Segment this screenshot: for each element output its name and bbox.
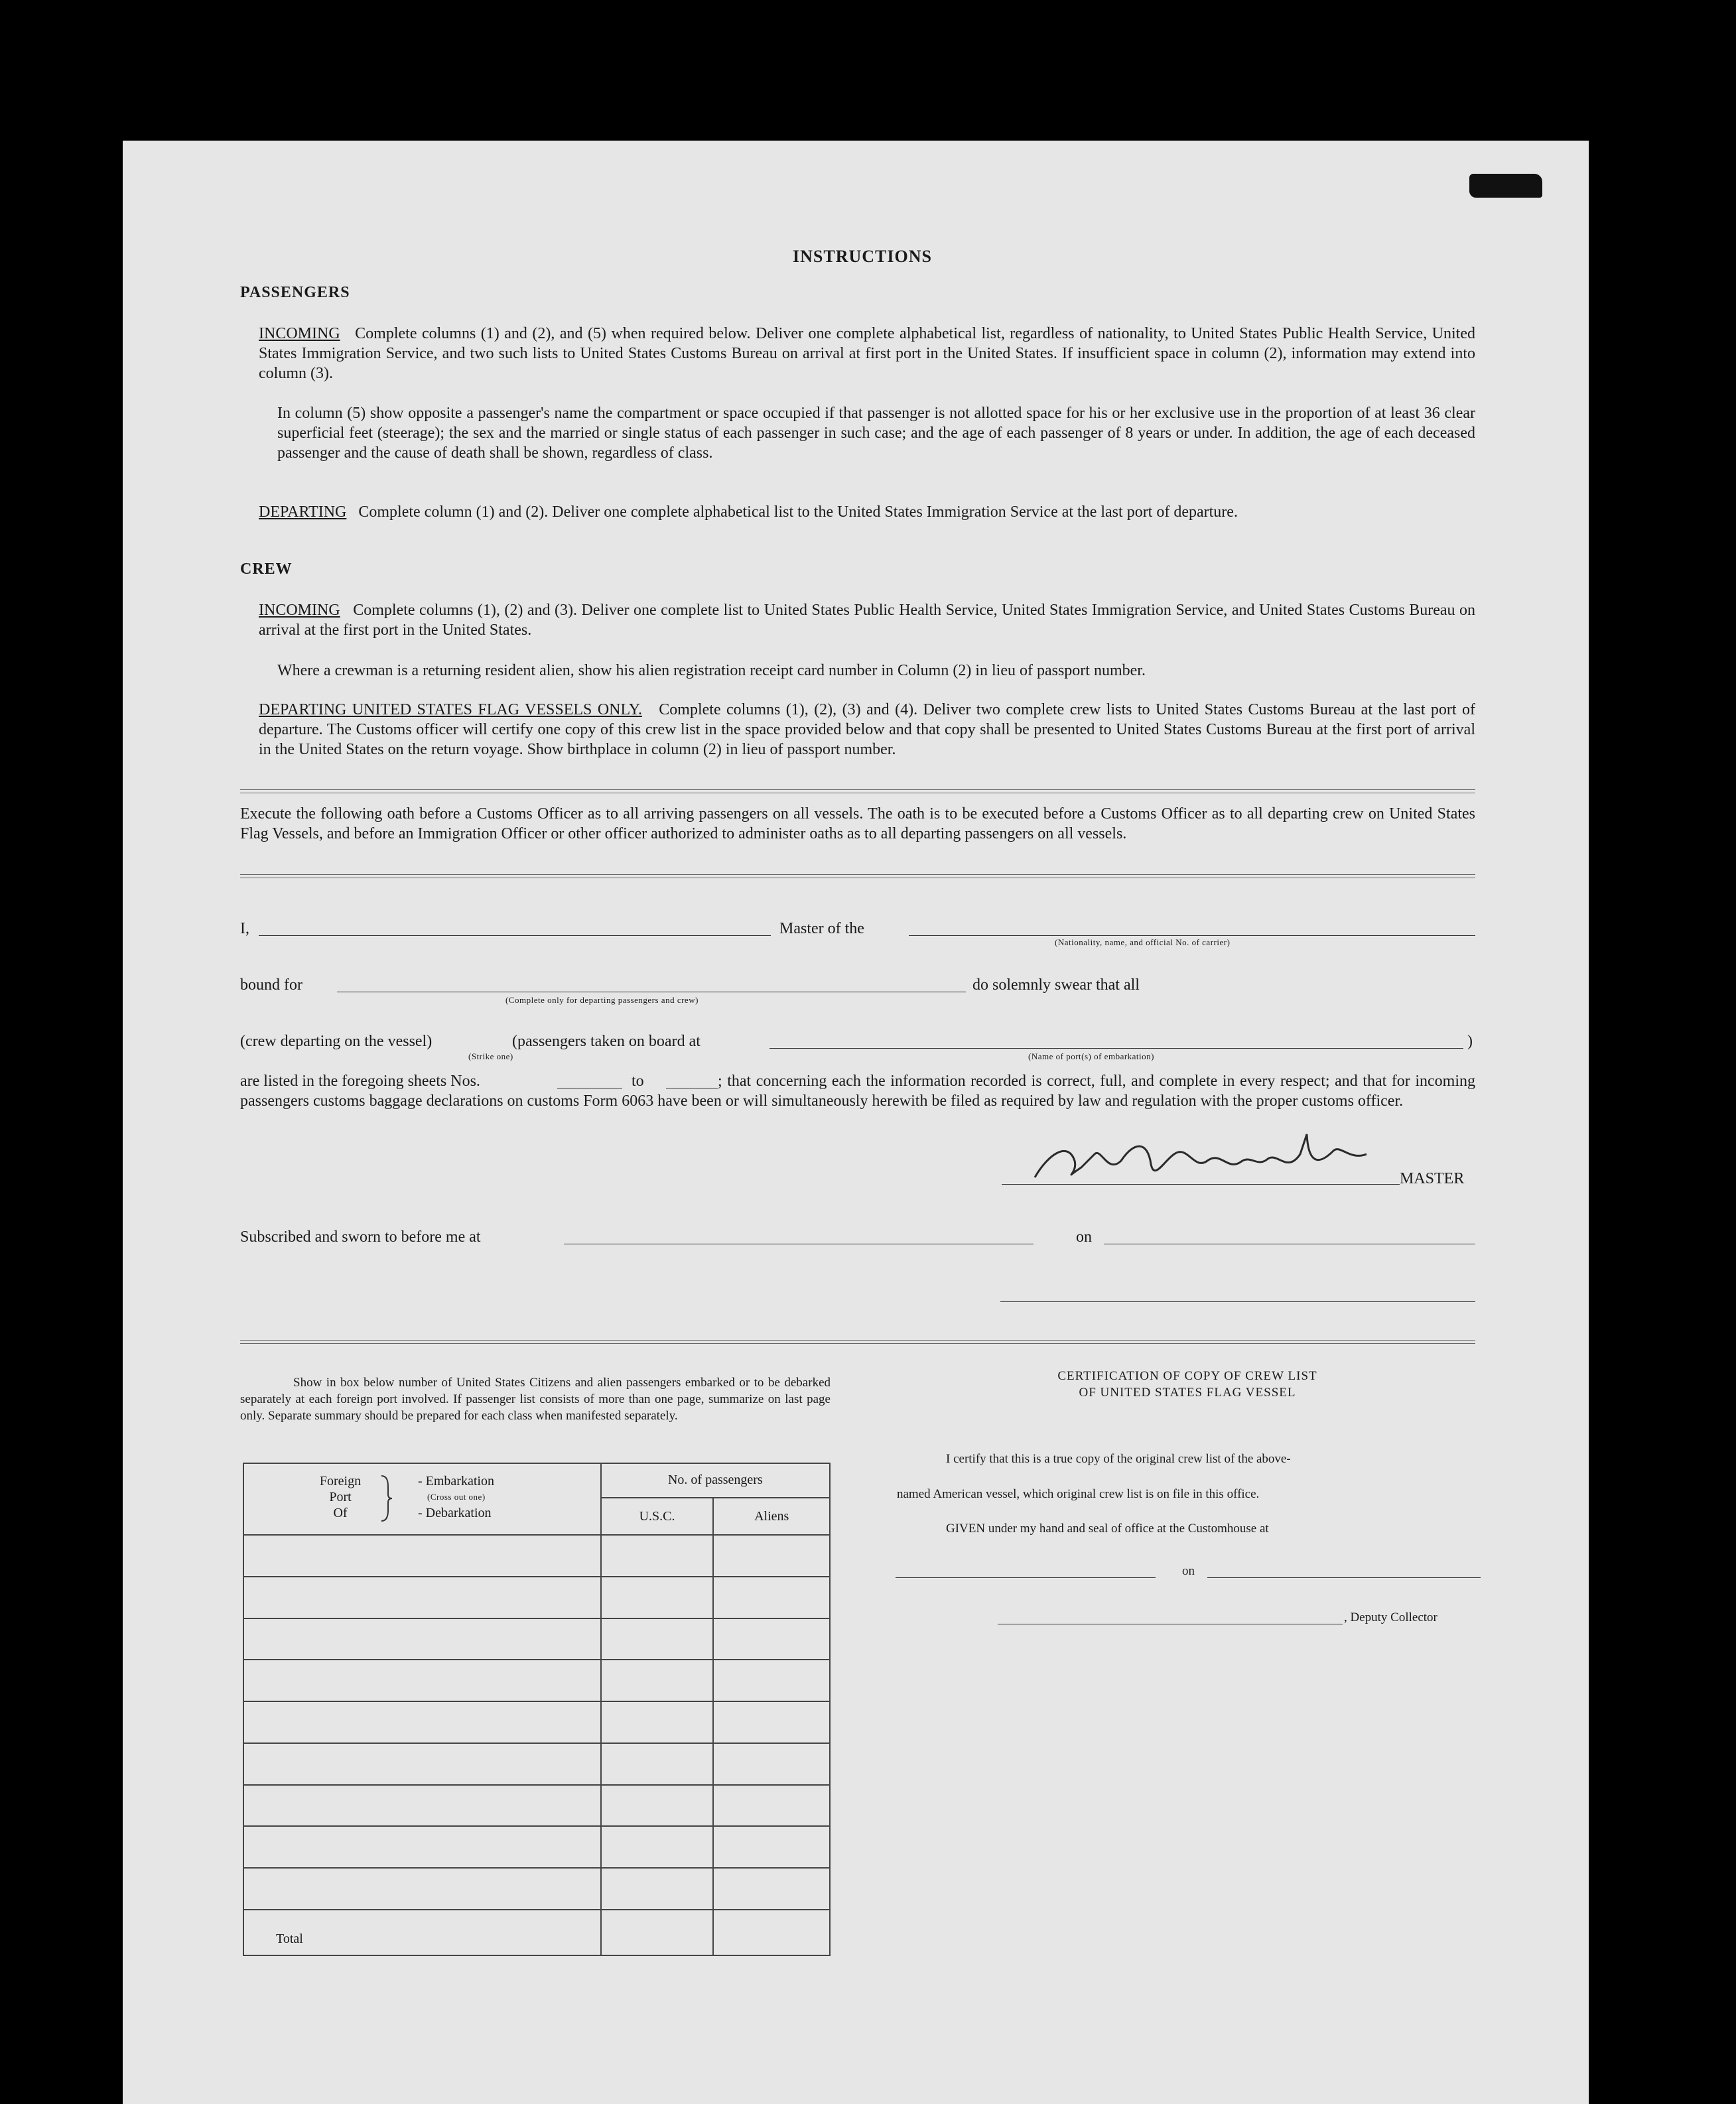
carrier-caption: (Nationality, name, and official No. of carrier) bbox=[1055, 937, 1231, 947]
certification-line1: I certify that this is a true copy of the original crew list of the above- bbox=[946, 1452, 1291, 1466]
sworn-on-label: on bbox=[1076, 1228, 1092, 1246]
customhouse-field[interactable] bbox=[896, 1577, 1156, 1578]
embarkation-label: - Embarkation bbox=[418, 1474, 494, 1488]
foreign-label: Foreign bbox=[319, 1474, 362, 1488]
port-label: Port bbox=[329, 1490, 352, 1504]
passengers-incoming-label: INCOMING bbox=[259, 325, 340, 342]
crew-heading: CREW bbox=[240, 560, 293, 578]
listed-rest: ; that concerning each the information recorded is correct, full, and complete in every respect; and that for incoming passengers customs baggage declarations on customs Form 6063 have been or will simultaneously herewith be filed as required by law and regulation with the proper customs officer. bbox=[240, 1073, 1475, 1110]
subscribed-label: Subscribed and sworn to before me at bbox=[240, 1228, 481, 1246]
crew-incoming-text: Complete columns (1), (2) and (3). Deliver one complete list to United States Public Health Service, United States Immigration Service, and United States Customs Bureau on arrival at the first port in the United States. bbox=[259, 602, 1476, 639]
passengers-taken-option: (passengers taken on board at bbox=[512, 1033, 701, 1050]
table-row bbox=[243, 1868, 830, 1910]
brace-icon bbox=[380, 1475, 393, 1522]
carrier-field[interactable] bbox=[909, 935, 1475, 936]
table-row bbox=[243, 1743, 830, 1785]
certification-line2: named American vessel, which original crew list is on file in this office. bbox=[897, 1487, 1260, 1501]
certification-line3: GIVEN under my hand and seal of office at the Customhouse at bbox=[946, 1522, 1269, 1536]
total-row bbox=[243, 1910, 830, 1955]
close-paren: ) bbox=[1467, 1033, 1473, 1050]
certification-title bbox=[929, 1368, 1446, 1401]
divider bbox=[240, 789, 1475, 793]
port-header-cell bbox=[243, 1463, 601, 1535]
ports-field[interactable] bbox=[769, 1048, 1463, 1049]
certification-title-line2: OF UNITED STATES FLAG VESSEL bbox=[1079, 1386, 1296, 1400]
passengers-incoming-paragraph bbox=[259, 324, 1475, 383]
swear-label: do solemnly swear that all bbox=[972, 976, 1140, 994]
table-row bbox=[243, 1577, 830, 1618]
usc-header: U.S.C. bbox=[601, 1498, 714, 1535]
passengers-departing-label: DEPARTING bbox=[259, 503, 347, 521]
crew-resident-paragraph: Where a crewman is a returning resident alien, show his alien registration receipt card number in Column (2) in lieu of passport number. bbox=[277, 662, 1146, 679]
summary-note: Show in box below number of United States Citizens and alien passengers embarked or to be debarked separately at each foreign port involved. If passenger list consists of more than one page, summarize on last page only. Separate summary should be prepared for each class when manifested separately. bbox=[240, 1376, 831, 1423]
strike-one-caption: (Strike one) bbox=[468, 1051, 513, 1061]
listed-prefix: are listed in the foregoing sheets Nos. bbox=[240, 1073, 480, 1090]
crew-departing-label: DEPARTING UNITED STATES FLAG VESSELS ONLY. bbox=[259, 701, 642, 718]
bound-for-label: bound for bbox=[240, 976, 302, 994]
crew-incoming-paragraph bbox=[259, 600, 1475, 640]
crew-incoming-label: INCOMING bbox=[259, 602, 340, 619]
ink-blot bbox=[1469, 174, 1542, 198]
bound-caption: (Complete only for departing passengers and crew) bbox=[505, 995, 699, 1005]
certification-title-line1: CERTIFICATION OF COPY OF CREW LIST bbox=[1057, 1369, 1317, 1383]
table-row bbox=[243, 1826, 830, 1868]
table-row bbox=[243, 1535, 830, 1577]
table-row bbox=[243, 1660, 830, 1701]
divider bbox=[240, 1340, 1475, 1344]
instructions-title: INSTRUCTIONS bbox=[793, 247, 932, 266]
ports-caption: (Name of port(s) of embarkation) bbox=[1028, 1051, 1154, 1061]
master-signature bbox=[1022, 1114, 1393, 1201]
table-row bbox=[243, 1701, 830, 1743]
table-row bbox=[243, 1618, 830, 1660]
passengers-heading: PASSENGERS bbox=[240, 284, 350, 301]
aliens-header: Aliens bbox=[713, 1498, 830, 1535]
deputy-collector-label: , Deputy Collector bbox=[1344, 1611, 1437, 1624]
certification-date-field[interactable] bbox=[1207, 1577, 1481, 1578]
no-of-passengers-header: No. of passengers bbox=[601, 1463, 830, 1498]
debarkation-label: - Debarkation bbox=[418, 1506, 492, 1520]
passengers-column5-paragraph: In column (5) show opposite a passenger's name the compartment or space occupied if that passenger is not allotted space for his or her exclusive use in the proportion of at least 36 clear superficial feet (steerage); the sex and the married or single status of each passenger in such case; and the age of each passenger of 8 years or under. In addition, the age of each deceased passenger and the cause of death shall be shown, regardless of class. bbox=[277, 405, 1475, 462]
master-name-field[interactable] bbox=[259, 935, 771, 936]
passengers-departing-text: Complete column (1) and (2). Deliver one complete alphabetical list to the United States Immigration Service at the last port of departure. bbox=[358, 503, 1238, 521]
passenger-summary-table bbox=[243, 1463, 831, 1956]
oath-i-label: I, bbox=[240, 920, 249, 937]
crew-departing-option: (crew departing on the vessel) bbox=[240, 1033, 433, 1050]
officer-signature-field[interactable] bbox=[1000, 1301, 1475, 1302]
passengers-departing-paragraph bbox=[259, 502, 1475, 522]
oath-intro: Execute the following oath before a Customs Officer as to all arriving passengers on all vessels. The oath is to be executed before a Customs Officer as to all departing crew on United States Flag Vessels, and before an Immigration Officer or other officer authorized to administer oaths as to all departing passengers on all vessels. bbox=[240, 805, 1475, 842]
cross-out-label: (Cross out one) bbox=[427, 1492, 486, 1502]
divider bbox=[240, 874, 1475, 878]
to-label: to bbox=[632, 1073, 644, 1090]
master-of-the-label: Master of the bbox=[779, 920, 864, 937]
master-signature-line bbox=[1002, 1184, 1400, 1185]
master-label: MASTER bbox=[1400, 1170, 1465, 1187]
of-label: Of bbox=[333, 1506, 348, 1520]
crew-departing-text: Complete columns (1), (2), (3) and (4). Deliver two complete crew lists to United States Customs Bureau at the last port of departure. The Customs officer will certify one copy of this crew list in the space provided below and that copy shall be presented to United States Customs Bureau at the first port of arrival in the United States on the return voyage. Show birthplace in column (2) in lieu of passport number. bbox=[259, 701, 1476, 758]
table-row bbox=[243, 1785, 830, 1827]
certification-on-label: on bbox=[1182, 1564, 1195, 1578]
total-label: Total bbox=[243, 1910, 601, 1955]
passengers-incoming-text: Complete columns (1) and (2), and (5) when required below. Deliver one complete alphabetical list, regardless of nationality, to United States Public Health Service, United States Immigration Service, and two such lists to United States Customs Bureau on arrival at first port in the United States. If insufficient space in column (2), information may extend into column (3). bbox=[259, 325, 1476, 382]
crew-departing-paragraph bbox=[259, 700, 1475, 759]
